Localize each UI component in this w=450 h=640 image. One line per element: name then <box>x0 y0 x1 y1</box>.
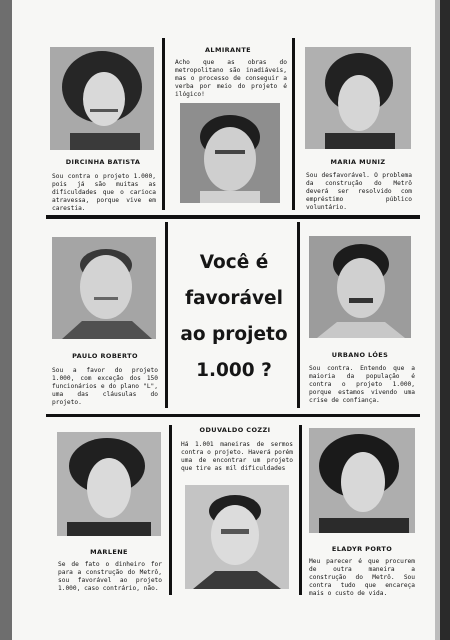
name-dircinha-batista: DIRCINHA BATISTA <box>65 158 141 166</box>
quote-eladyr-porto: Meu parecer é que procurem de outra maneira a construção do Metrô. Sou contra tudo que encareça mais o custo de vida. <box>309 558 415 597</box>
quote-oduvaldo-cozzi: Há 1.001 maneiras de sermos contra o projeto. Haverá porém uma de encontrar um projeto que tire as mil dificuldades <box>181 441 293 472</box>
portrait-almirante <box>180 103 280 203</box>
vertical-rule-bottom-right <box>299 425 302 595</box>
quote-marlene: Se de fato o dinheiro for para a construção do Metrô, sou favorável ao projeto 1.000, caso contrário, não. <box>58 561 162 592</box>
portrait-paulo-roberto <box>52 237 156 339</box>
vertical-rule-top-right <box>292 38 295 210</box>
name-paulo-roberto: PAULO ROBERTO <box>72 352 138 360</box>
scan-border-right <box>440 0 450 640</box>
portrait-marlene <box>57 432 161 536</box>
name-oduvaldo-cozzi: ODUVALDO COZZI <box>199 426 271 434</box>
horizontal-rule-bottom <box>46 414 420 417</box>
quote-paulo-roberto: Sou a favor do projeto 1.000, com exceção dos 150 funcionários e do plano "L", uma das cláusulas do projeto. <box>52 367 158 406</box>
name-almirante: ALMIRANTE <box>204 46 251 54</box>
portrait-dircinha-batista <box>50 47 154 150</box>
vertical-rule-mid-left <box>165 222 168 408</box>
headline-line-2: favorável <box>185 288 283 309</box>
quote-maria-muniz: Sou desfavorável. O problema da construção do Metrô deverá ser resolvido com empréstimo público voluntário. <box>306 172 412 211</box>
name-maria-muniz: MARIA MUNIZ <box>330 158 386 166</box>
quote-almirante: Acho que as obras do metropolitano são inadiáveis, mas o processo de conseguir a verba por meio do projeto é ilógico! <box>175 59 287 98</box>
portrait-eladyr-porto <box>309 428 415 533</box>
headline-line-1: Você é <box>199 252 269 273</box>
vertical-rule-top-left <box>162 38 165 210</box>
name-marlene: MARLENE <box>90 548 128 556</box>
quote-urbano-loes: Sou contra. Entendo que a maioria da população é contra o projeto 1.000, porque estamos vivendo uma crise de confiança. <box>309 365 415 404</box>
quote-dircinha-batista: Sou contra o projeto 1.000, pois já são muitas as dificuldades que o carioca atravessa, porque vive em carestia. <box>52 173 156 212</box>
portrait-urbano-loes <box>309 236 411 338</box>
portrait-maria-muniz <box>305 47 411 149</box>
headline-line-4: 1.000 ? <box>196 360 272 381</box>
scan-border-left <box>0 0 12 640</box>
headline <box>172 245 296 389</box>
portrait-oduvaldo-cozzi <box>185 485 289 589</box>
vertical-rule-mid-right <box>297 222 300 408</box>
vertical-rule-bottom-left <box>169 425 172 595</box>
horizontal-rule-top <box>46 215 420 219</box>
name-urbano-loes: URBANO LÓES <box>331 351 389 359</box>
name-eladyr-porto: ELADYR PORTO <box>331 545 393 553</box>
headline-line-3: ao projeto <box>180 324 288 345</box>
